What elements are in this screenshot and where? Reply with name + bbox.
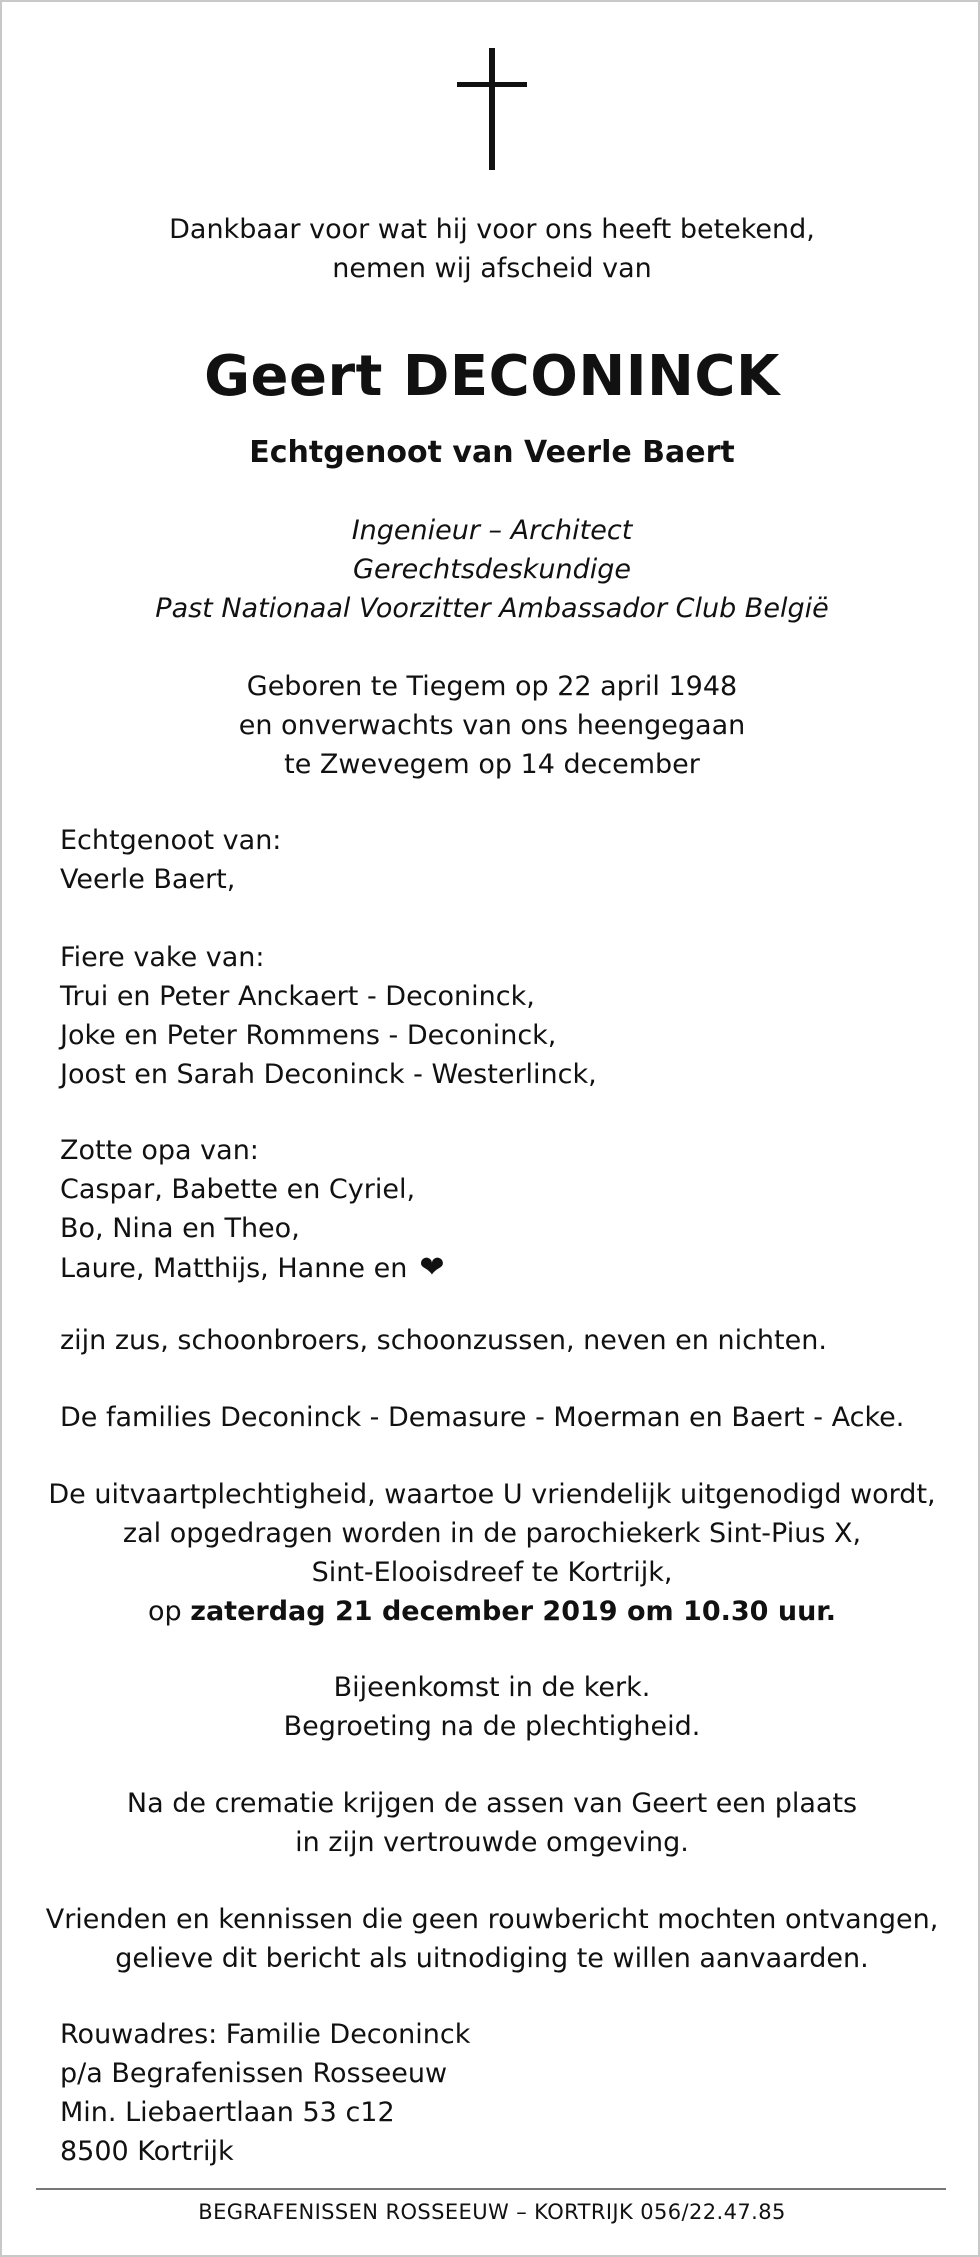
family-line: Joost en Sarah Deconinck - Westerlinck, xyxy=(60,1059,597,1090)
grandchildren-section xyxy=(60,1131,940,1288)
address-block xyxy=(60,2015,940,2171)
intro-line: Dankbaar voor wat hij voor ons heeft betekend, xyxy=(169,214,815,245)
gathering-block xyxy=(2,1668,980,1746)
title-line: Past Nationaal Voorzitter Ambassador Club België xyxy=(155,593,829,624)
birth-death-line: Geboren te Tiegem op 22 april 1948 xyxy=(246,671,738,702)
address-line: Rouwadres: Familie Deconinck xyxy=(60,2019,471,2050)
cross-icon xyxy=(457,48,527,170)
ceremony-line: De uitvaartplechtigheid, waartoe U vriendelijk uitgenodigd wordt, xyxy=(48,1479,936,1510)
cremation-block xyxy=(2,1784,980,1862)
section-heading: Fiere vake van: xyxy=(60,942,265,973)
funeral-home-footer: BEGRAFENISSEN ROSSEEUW – KORTRIJK 056/22.47.85 xyxy=(198,2200,786,2224)
spouse-section xyxy=(60,821,940,899)
children-section xyxy=(60,938,940,1094)
address-line: p/a Begrafenissen Rosseeuw xyxy=(60,2058,448,2089)
family-line: Bo, Nina en Theo, xyxy=(60,1213,300,1244)
spouse-title: Echtgenoot van Veerle Baert xyxy=(249,435,735,470)
ceremony-line: zal opgedragen worden in de parochiekerk Sint-Pius X, xyxy=(122,1518,862,1549)
relatives-line: zijn zus, schoonbroers, schoonzussen, neven en nichten. xyxy=(60,1325,827,1356)
title-line: Ingenieur – Architect xyxy=(351,515,633,546)
intro-block xyxy=(2,210,980,288)
family-line-text: Laure, Matthijs, Hanne en xyxy=(60,1253,408,1284)
ceremony-date-line xyxy=(2,1592,980,1631)
section-heading: Echtgenoot van: xyxy=(60,825,282,856)
invitation-line: gelieve dit bericht als uitnodiging te willen aanvaarden. xyxy=(115,1943,869,1974)
cremation-line: in zijn vertrouwde omgeving. xyxy=(295,1827,689,1858)
ceremony-date: zaterdag 21 december 2019 om 10.30 uur. xyxy=(190,1596,837,1627)
title-line: Gerechtsdeskundige xyxy=(353,554,631,585)
family-line: Veerle Baert, xyxy=(60,864,236,895)
family-line-with-heart xyxy=(60,1248,940,1288)
gathering-line: Bijeenkomst in de kerk. xyxy=(333,1672,651,1703)
address-line: 8500 Kortrijk xyxy=(60,2136,234,2167)
heart-icon: ❤ xyxy=(419,1250,445,1285)
family-line: Trui en Peter Anckaert - Deconinck, xyxy=(60,981,535,1012)
cremation-line: Na de crematie krijgen de assen van Geert een plaats xyxy=(126,1788,858,1819)
family-line: Joke en Peter Rommens - Deconinck, xyxy=(60,1020,557,1051)
section-heading: Zotte opa van: xyxy=(60,1135,259,1166)
address-line: Min. Liebaertlaan 53 c12 xyxy=(60,2097,395,2128)
ceremony-line: Sint-Elooisdreef te Kortrijk, xyxy=(311,1557,673,1588)
gathering-line: Begroeting na de plechtigheid. xyxy=(283,1711,701,1742)
ceremony-block xyxy=(2,1475,980,1631)
birth-death-line: en onverwachts van ons heengegaan xyxy=(238,710,746,741)
families-line: De families Deconinck - Demasure - Moerman en Baert - Acke. xyxy=(60,1402,905,1433)
titles-block xyxy=(2,511,980,628)
deceased-name: Geert DECONINCK xyxy=(204,344,780,409)
birth-death-block xyxy=(2,667,980,784)
invitation-block xyxy=(2,1900,980,1978)
footer-divider xyxy=(36,2188,946,2190)
intro-line: nemen wij afscheid van xyxy=(332,253,652,284)
birth-death-line: te Zwevegem op 14 december xyxy=(284,749,700,780)
invitation-line: Vrienden en kennissen die geen rouwbericht mochten ontvangen, xyxy=(45,1904,939,1935)
ceremony-date-prefix: op xyxy=(147,1596,182,1627)
family-line: Caspar, Babette en Cyriel, xyxy=(60,1174,416,1205)
